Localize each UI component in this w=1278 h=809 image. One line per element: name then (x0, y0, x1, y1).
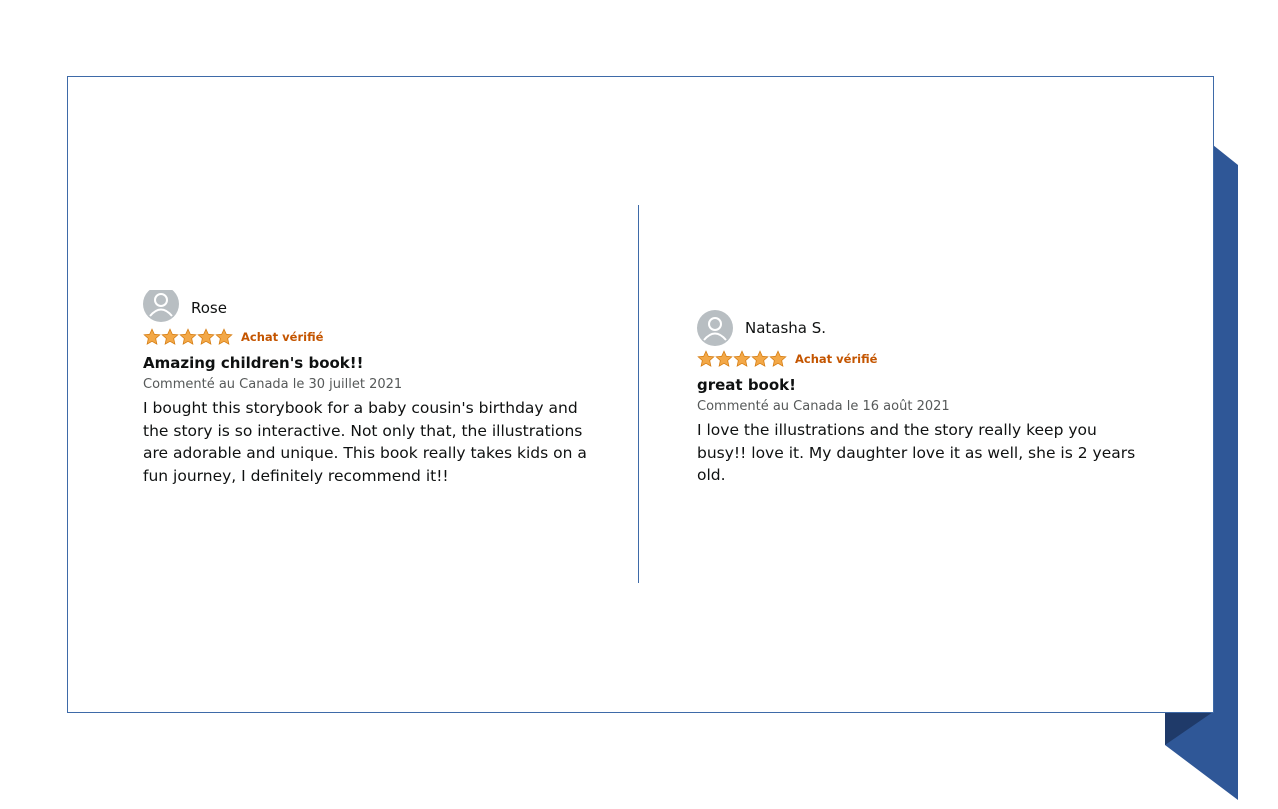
star-rating[interactable] (143, 328, 233, 346)
star-icon (733, 350, 751, 368)
user-avatar-icon (143, 290, 179, 322)
review-date: Commenté au Canada le 30 juillet 2021 (143, 377, 403, 392)
review-header (697, 310, 1147, 346)
star-icon (215, 328, 233, 346)
star-icon (769, 350, 787, 368)
star-icon (197, 328, 215, 346)
review-item (143, 290, 593, 487)
review-title[interactable]: great book! (697, 376, 796, 394)
reviewer-name[interactable]: Rose (191, 299, 227, 317)
star-icon (697, 350, 715, 368)
rating-row (697, 350, 1147, 368)
star-rating[interactable] (697, 350, 787, 368)
review-date: Commenté au Canada le 16 août 2021 (697, 399, 950, 414)
star-icon (143, 328, 161, 346)
verified-purchase-badge: Achat vérifié (795, 352, 878, 366)
star-icon (161, 328, 179, 346)
avatar (143, 290, 179, 324)
user-avatar-icon (697, 310, 733, 346)
review-divider (638, 205, 639, 583)
review-header (143, 290, 593, 324)
review-title[interactable]: Amazing children's book!! (143, 354, 364, 372)
star-icon (179, 328, 197, 346)
star-icon (751, 350, 769, 368)
verified-purchase-badge: Achat vérifié (241, 330, 324, 344)
rating-row (143, 328, 593, 346)
review-body: I bought this storybook for a baby cousin's birthday and the story is so interactive. Not only that, the illustrations are adorable and unique. This book really takes kids on a fun journey, I definitely recommend it!! (143, 399, 587, 485)
reviewer-name[interactable]: Natasha S. (745, 319, 827, 337)
review-item (697, 310, 1147, 487)
review-body: I love the illustrations and the story really keep you busy!! love it. My daughter love it as well, she is 2 years old. (697, 421, 1136, 485)
star-icon (715, 350, 733, 368)
